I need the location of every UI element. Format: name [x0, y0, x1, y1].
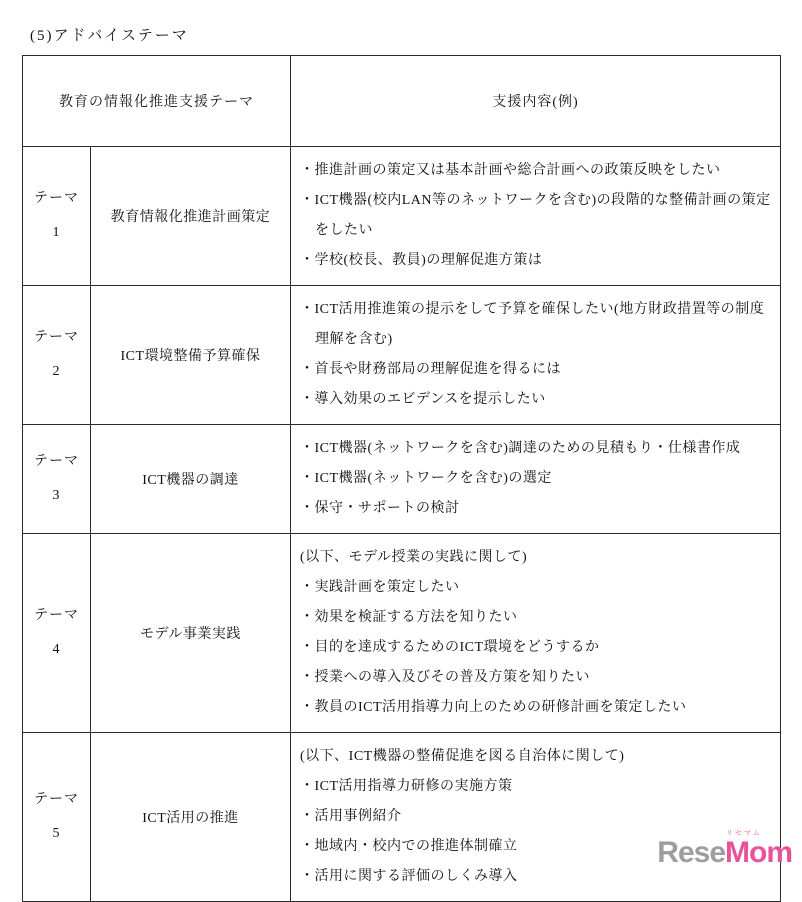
- support-item: ・実践計画を策定したい: [300, 580, 460, 595]
- theme-number-cell: [23, 733, 91, 902]
- logo-text-pink: [725, 830, 792, 869]
- support-item: (以下、モデル授業の実践に関して): [300, 550, 528, 565]
- theme-name-cell: ICT活用の推進: [91, 733, 291, 902]
- support-item: ・地域内・校内での推進体制確立: [300, 839, 518, 854]
- support-item: ・効果を検証する方法を知りたい: [300, 610, 518, 625]
- theme-number-cell: [23, 286, 91, 425]
- header-theme-column: 教育の情報化推進支援テーマ: [23, 56, 291, 147]
- support-item: ・導入効果のエビデンスを提示したい: [300, 392, 546, 407]
- support-item: ・活用事例紹介: [300, 809, 402, 824]
- table-row: [23, 733, 781, 902]
- support-item: ・ICT機器(校内LAN等のネットワークを含む)の段階的な整備計画の策定をしたい: [300, 193, 771, 238]
- support-item: ・活用に関する評価のしくみ導入: [300, 869, 518, 884]
- support-items-cell: [291, 425, 781, 534]
- theme-number: 5: [52, 826, 61, 841]
- theme-label: テーマ: [34, 607, 79, 623]
- resemom-logo: [657, 830, 792, 869]
- theme-label: テーマ: [34, 453, 79, 469]
- theme-name-cell: 教育情報化推進計画策定: [91, 147, 291, 286]
- support-item: ・ICT活用推進策の提示をして予算を確保したい(地方財政措置等の制度理解を含む): [300, 302, 765, 347]
- theme-label: テーマ: [34, 791, 79, 807]
- support-item: ・学校(校長、教員)の理解促進方策は: [300, 253, 543, 268]
- theme-number-cell: [23, 534, 91, 733]
- table-row: [23, 534, 781, 733]
- support-items-cell: [291, 286, 781, 425]
- support-item: ・授業への導入及びその普及方策を知りたい: [300, 670, 590, 685]
- theme-number: 4: [52, 642, 61, 657]
- support-item: ・首長や財務部局の理解促進を得るには: [300, 362, 561, 377]
- support-item: (以下、ICT機器の整備促進を図る自治体に関して): [300, 749, 625, 764]
- support-items-cell: [291, 733, 781, 902]
- advice-theme-table: [22, 55, 781, 902]
- theme-number: 3: [52, 488, 61, 503]
- support-item: ・推進計画の策定又は基本計画や総合計画への政策反映をしたい: [300, 163, 721, 178]
- header-content-column: 支援内容(例): [291, 56, 781, 147]
- support-item: ・ICT機器(ネットワークを含む)の選定: [300, 471, 552, 486]
- support-item: ・目的を達成するためのICT環境をどうするか: [300, 640, 600, 655]
- support-item: ・ICT機器(ネットワークを含む)調達のための見積もり・仕様書作成: [300, 441, 741, 456]
- logo-text-pink-inner: Mom: [725, 836, 792, 869]
- support-items-cell: [291, 534, 781, 733]
- theme-number-cell: [23, 147, 91, 286]
- support-item: ・保守・サポートの検討: [300, 501, 460, 516]
- theme-name-cell: ICT環境整備予算確保: [91, 286, 291, 425]
- logo-text-gray: Rese: [657, 836, 725, 869]
- table-body: [23, 56, 781, 902]
- theme-number-cell: [23, 425, 91, 534]
- support-item: ・教員のICT活用指導力向上のための研修計画を策定したい: [300, 700, 687, 715]
- theme-label: テーマ: [34, 190, 79, 206]
- table-header-row: [23, 56, 781, 147]
- theme-label: テーマ: [34, 329, 79, 345]
- theme-name-cell: モデル事業実践: [91, 534, 291, 733]
- support-items-cell: [291, 147, 781, 286]
- table-row: [23, 147, 781, 286]
- theme-number: 1: [52, 225, 61, 240]
- theme-number: 2: [52, 364, 61, 379]
- logo-ruby-text: リセマム: [726, 830, 762, 837]
- table-row: [23, 425, 781, 534]
- theme-name-cell: ICT機器の調達: [91, 425, 291, 534]
- table-row: [23, 286, 781, 425]
- page-title: (5)アドバイステーマ: [30, 28, 189, 44]
- support-item: ・ICT活用指導力研修の実施方策: [300, 779, 513, 794]
